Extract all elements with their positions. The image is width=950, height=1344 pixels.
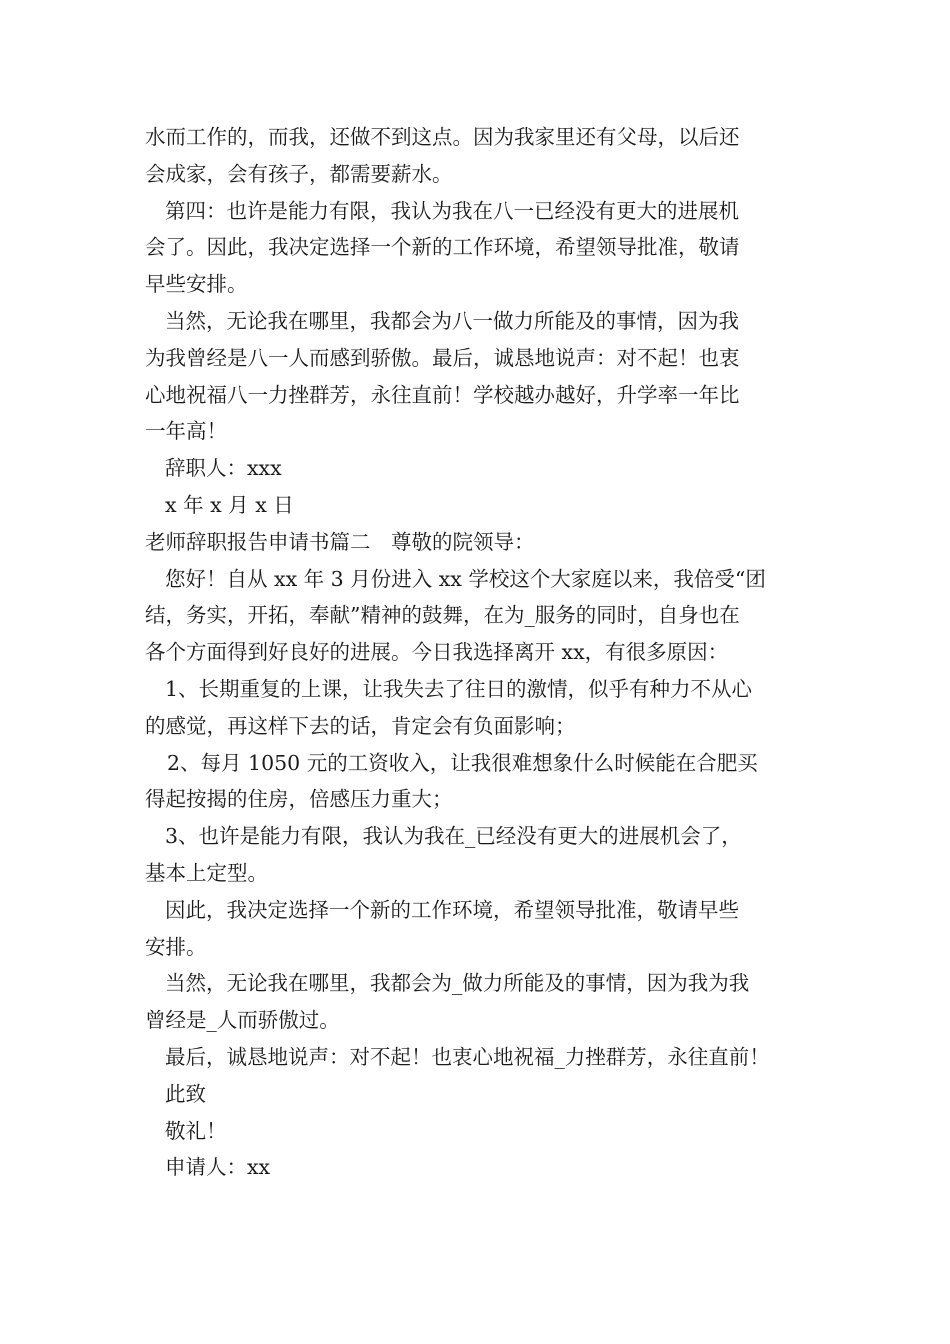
text-line: 当然，无论我在哪里，我都会为八一做力所能及的事情，因为我 (165, 308, 739, 333)
text-line: 为我曾经是八一人而感到骄傲。最后，诚恳地说声：对不起！也衷 (145, 345, 740, 370)
text-line: 会成家，会有孩子，都需要薪水。 (145, 161, 453, 186)
text-line: 安排。 (145, 934, 207, 959)
text-line: 得起按揭的住房，倍感压力重大； (145, 787, 453, 812)
text-line: 早些安排。 (145, 272, 248, 297)
text-line: 的感觉，再这样下去的话，肯定会有负面影响； (145, 713, 576, 738)
text-line: 辞职人：xxx (165, 456, 282, 481)
text-line: 1、长期重复的上课，让我失去了往日的激情，似乎有种力不从心 (165, 676, 753, 701)
text-line: 老师辞职报告申请书篇二 尊敬的院领导： (145, 529, 535, 554)
text-line: 心地祝福八一力挫群芳，永往直前！学校越办越好，升学率一年比 (145, 382, 740, 407)
text-line: 会了。因此，我决定选择一个新的工作环境，希望领导批准，敬请 (145, 235, 740, 260)
text-line: 此致 (165, 1081, 206, 1106)
text-line: 曾经是_人而骄傲过。 (145, 1008, 340, 1033)
text-line: 一年高！ (145, 419, 227, 444)
text-line: 2、每月 1050 元的工资收入，让我很难想象什么时候能在合肥买 (167, 750, 758, 775)
text-line: 3、也许是能力有限，我认为我在_已经没有更大的进展机会了， (165, 824, 742, 849)
text-line: x 年 x 月 x 日 (165, 492, 294, 517)
text-line: 水而工作的，而我，还做不到这点。因为我家里还有父母，以后还 (145, 125, 740, 149)
text-line: 最后，诚恳地说声：对不起！也衷心地祝福_力挫群芳，永往直前！ (165, 1044, 770, 1069)
text-line: 各个方面得到好良好的进展。今日我选择离开 xx，有很多原因： (145, 640, 729, 665)
text-line: 申请人：xx (165, 1155, 271, 1180)
text-line: 第四：也许是能力有限，我认为我在八一已经没有更大的进展机 (165, 198, 739, 223)
document-body (145, 119, 825, 1186)
text-line: 结，务实，开拓，奉献”精神的鼓舞，在为_服务的同时，自身也在 (145, 603, 740, 628)
text-line: 因此，我决定选择一个新的工作环境，希望领导批准，敬请早些 (165, 897, 739, 922)
text-line: 当然，无论我在哪里，我都会为_做力所能及的事情，因为我为我 (165, 971, 750, 996)
text-line: 敬礼！ (165, 1118, 227, 1143)
text-line: 基本上定型。 (145, 860, 268, 885)
text-line: 您好！自从 xx 年 3 月份进入 xx 学校这个大家庭以来，我倍受“团 (165, 566, 766, 591)
